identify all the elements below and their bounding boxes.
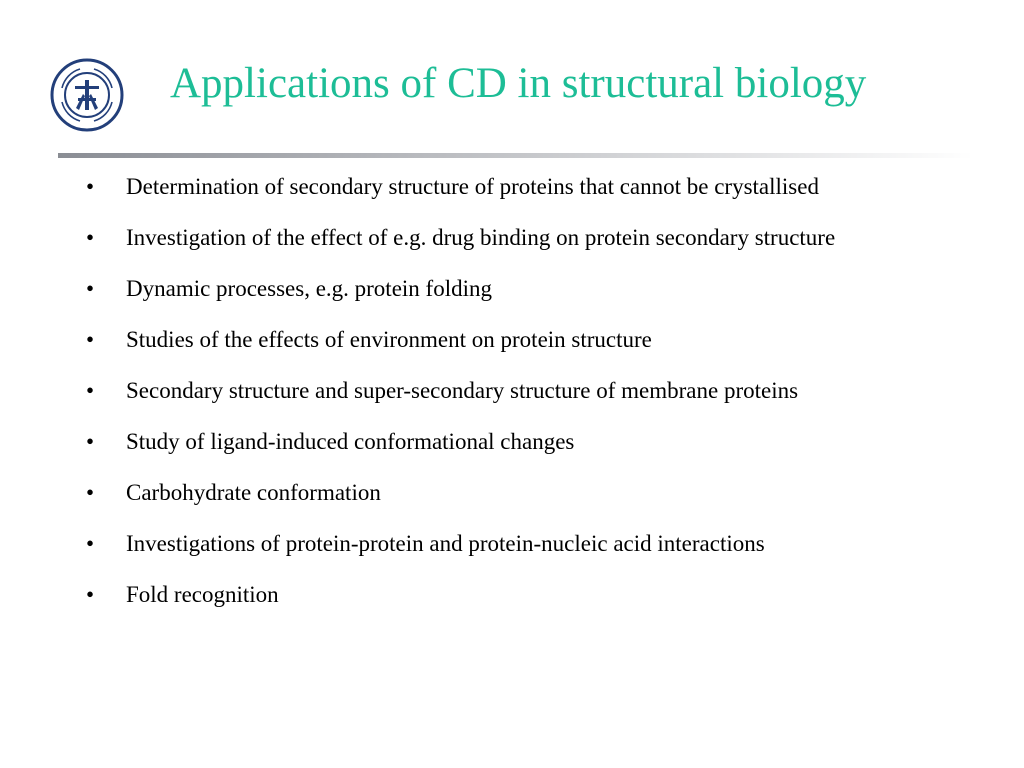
title-divider <box>58 153 973 158</box>
bullet-text: Determination of secondary structure of proteins that cannot be crystallised <box>126 174 819 199</box>
bullet-text: Investigation of the effect of e.g. drug binding on protein secondary structure <box>126 225 836 250</box>
bullet-text: Study of ligand-induced conformational changes <box>126 429 575 454</box>
bullet-dot: • <box>86 429 95 454</box>
bullet-text: Fold recognition <box>126 582 279 607</box>
bullet-dot: • <box>86 531 95 556</box>
bullet-item <box>86 425 966 459</box>
bullet-dot: • <box>86 327 95 352</box>
bullet-dot: • <box>86 480 95 505</box>
bullet-dot: • <box>86 225 95 250</box>
bullet-text: Dynamic processes, e.g. protein folding <box>126 276 492 301</box>
bullet-dot: • <box>86 174 95 199</box>
bullet-item <box>86 527 966 561</box>
bullet-dot: • <box>86 276 95 301</box>
bullet-item <box>86 323 966 357</box>
bullet-text: Studies of the effects of environment on protein structure <box>126 327 652 352</box>
slide-title: Applications of CD in structural biology <box>170 60 867 107</box>
bullet-item <box>86 221 966 255</box>
bullet-text: Secondary structure and super-secondary structure of membrane proteins <box>126 378 799 403</box>
bullet-item <box>86 476 966 510</box>
bullet-item <box>86 374 966 408</box>
bullet-item <box>86 170 966 204</box>
bullet-dot: • <box>86 378 95 403</box>
bullet-dot: • <box>86 582 95 607</box>
university-seal-icon <box>50 58 124 132</box>
bullet-list <box>86 170 966 629</box>
bullet-item <box>86 578 966 612</box>
bullet-item <box>86 272 966 306</box>
bullet-text: Carbohydrate conformation <box>126 480 381 505</box>
bullet-text: Investigations of protein-protein and protein-nucleic acid interactions <box>126 531 765 556</box>
seal-text <box>124 58 125 59</box>
seal-graphic <box>50 58 124 132</box>
